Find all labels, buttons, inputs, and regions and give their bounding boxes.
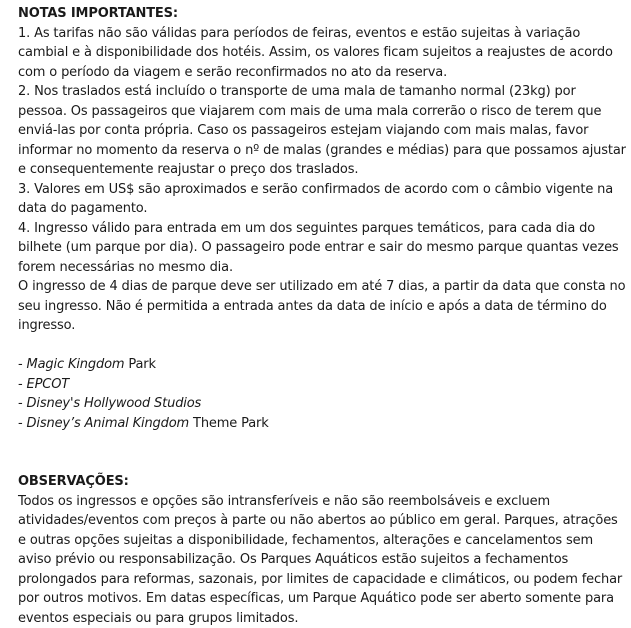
park-bullet: -	[18, 377, 27, 392]
note-item-4-validity: O ingresso de 4 dias de parque deve ser utilizado em até 7 dias, a partir da data que consta no seu ingresso. Não é permitida a entrada antes da data de início e após a data de término do ingresso.	[18, 277, 628, 336]
note-item-2: 2. Nos traslados está incluído o transporte de uma mala de tamanho normal (23kg) por pessoa. Os passageiros que viajarem com mais de uma mala correrão o risco de terem que enviá-las por conta própria. Caso os passageiros estejam viajando com mais malas, favor informar no momento da reserva o nº de malas (grandes e médias) para que possamos ajustar e consequentemente reajustar o preço dos traslados.	[18, 82, 628, 180]
park-bullet: -	[18, 416, 27, 431]
spacer	[18, 433, 628, 453]
park-name: Magic Kingdom	[27, 357, 125, 372]
observations-text: Todos os ingressos e opções são intransferíveis e não são reembolsáveis e excluem atividades/eventos com preços à parte ou não abertos ao público em geral. Parques, atrações e outras opções sujeitas a disponibilidade, fechamentos, alterações e cancelamentos sem aviso prévio ou responsabilização. Os Parques Aquáticos estão sujeitos a fechamentos prolongados para reformas, sazonais, por limites de capacidade e climáticos, ou podem fechar por outros motivos. Em datas específicas, um Parque Aquático pode ser aberto somente para eventos especiais ou para grupos limitados.	[18, 492, 628, 628]
note-item-3: 3. Valores em US$ são aproximados e serão confirmados de acordo com o câmbio vigente na data do pagamento.	[18, 180, 628, 219]
park-name: Disney’s Animal Kingdom	[27, 416, 190, 431]
park-item-animal-kingdom	[18, 414, 628, 434]
park-name: EPCOT	[27, 377, 70, 392]
park-list	[18, 355, 628, 433]
park-item-epcot	[18, 375, 628, 395]
park-bullet: -	[18, 396, 27, 411]
park-item-magic-kingdom	[18, 355, 628, 375]
observations-heading: OBSERVAÇÕES:	[18, 472, 628, 492]
spacer	[18, 453, 628, 473]
notes-heading: NOTAS IMPORTANTES:	[18, 4, 628, 24]
park-name: Disney's Hollywood Studios	[27, 396, 202, 411]
park-item-hollywood-studios	[18, 394, 628, 414]
note-item-1: 1. As tarifas não são válidas para períodos de feiras, eventos e estão sujeitas à variação cambial e à disponibilidade dos hotéis. Assim, os valores ficam sujeitos a reajustes de acordo com o período da viagem e serão reconfirmados no ato da reserva.	[18, 24, 628, 83]
document-body	[18, 4, 628, 628]
park-bullet: -	[18, 357, 27, 372]
note-item-4: 4. Ingresso válido para entrada em um dos seguintes parques temáticos, para cada dia do bilhete (um parque por dia). O passageiro pode entrar e sair do mesmo parque quantas vezes forem necessárias no mesmo dia.	[18, 219, 628, 278]
park-suffix: Theme Park	[189, 416, 269, 431]
park-suffix: Park	[124, 357, 155, 372]
spacer	[18, 336, 628, 356]
